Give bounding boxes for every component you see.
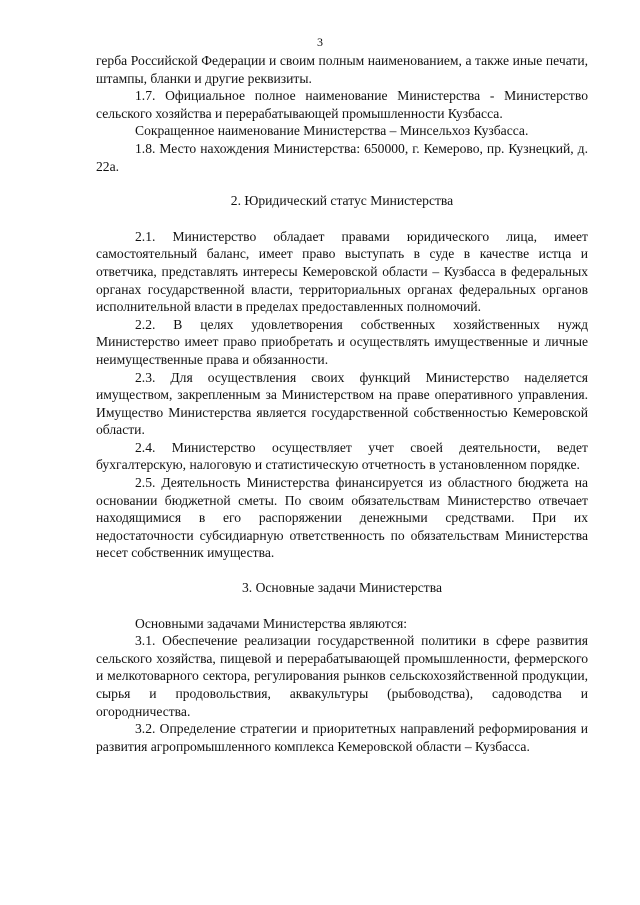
- continuation-paragraph: герба Российской Федерации и своим полным наименованием, а также иные печати, штампы, бланки и другие реквизиты.: [96, 53, 588, 86]
- spacer: [96, 175, 588, 192]
- clause-2-4: 2.4. Министерство осуществляет учет своей деятельности, ведет бухгалтерскую, налоговую и статистическую отчетность в установленном порядке.: [96, 439, 588, 473]
- document-body: [96, 52, 588, 755]
- clause-2-5: 2.5. Деятельность Министерства финансируется из областного бюджета на основании бюджетной сметы. По своим обязательствам Министерство отвечает находящимися в его распоряжении денежными средствами. При их недостаточности субсидиарную ответственность по обязательствам Министерства несет собственник имущества.: [96, 475, 588, 561]
- spacer: [96, 562, 588, 579]
- clause-3-2: 3.2. Определение стратегии и приоритетных направлений реформирования и развития агропромышленного комплекса Кемеровской области – Кузбасса.: [96, 721, 588, 754]
- section-3-heading: 3. Основные задачи Министерства: [241, 580, 443, 596]
- clause-2-3: 2.3. Для осуществления своих функций Министерство наделяется имуществом, закрепленным за Министерством на праве оперативного управления. Имущество Министерства является государственной собственностью Кемеровской области.: [96, 369, 588, 438]
- section-2-heading: 2. Юридический статус Министерства: [230, 193, 454, 209]
- clause-1-7: 1.7. Официальное полное наименование Министерства - Министерство сельского хозяйства и перерабатывающей промышленности Кузбасса.: [96, 88, 588, 121]
- clause-2-2: 2.2. В целях удовлетворения собственных хозяйственных нужд Министерство имеет право приобретать и осуществлять имущественные и личные неимущественные права и обязанности.: [96, 316, 588, 367]
- section-3-lead: Основными задачами Министерства являются:: [135, 615, 408, 631]
- spacer: [96, 210, 588, 228]
- short-name-paragraph: Сокращенное наименование Министерства – Минсельхоз Кузбасса.: [135, 123, 529, 139]
- page-number: 3: [317, 35, 323, 49]
- spacer: [96, 597, 588, 615]
- clause-1-8: 1.8. Место нахождения Министерства: 650000, г. Кемерово, пр. Кузнецкий, д. 22а.: [96, 140, 588, 174]
- clause-2-1: 2.1. Министерство обладает правами юридического лица, имеет самостоятельный баланс, имеет право выступать в суде в качестве истца и ответчика, представлять интересы Кемеровской области – Кузбасса в федеральных органах государственной власти, территориальных органах федеральных органов исполнительной власти в пределах предоставленных полномочий.: [96, 228, 588, 315]
- clause-3-1: 3.1. Обеспечение реализации государственной политики в сфере развития сельского хозяйства, пищевой и перерабатывающей промышленности, фермерского и мелкотоварного сектора, регулирования рынков сельскохозяйственной продукции, сырья и продовольствия, аквакультуры (рыбоводства), садоводства и огородничества.: [96, 633, 588, 719]
